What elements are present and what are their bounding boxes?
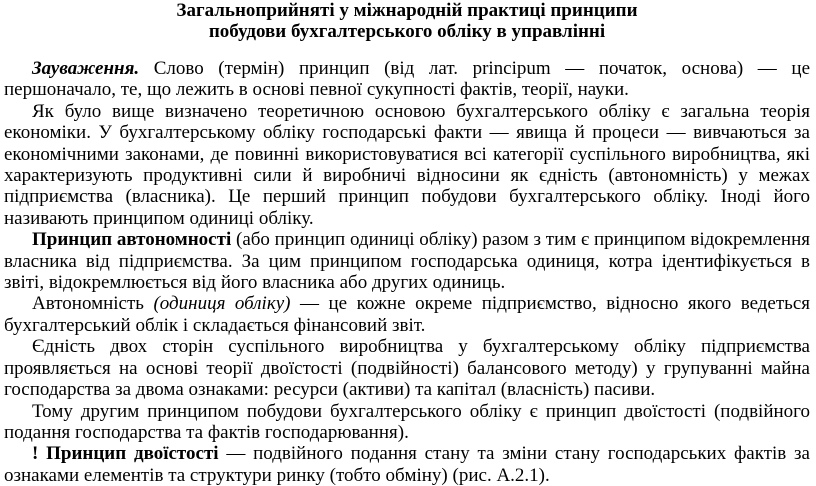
remark-text: Слово (термін) принцип (від лат. principum — початок, основа) — це першоначало, те, що лежить в основі певної сукупності фактів, теорії, науки.: [4, 58, 810, 101]
document-body: [4, 58, 810, 486]
paragraph-remark: [4, 58, 810, 101]
second-principle-text: Тому другим принципом побудови бухгалтерського обліку є принцип двоїстості (подвійного подання господарства та фактів господарювання).: [4, 400, 810, 443]
remark-label: Зауваження.: [32, 58, 140, 79]
autonomy-definition-italic: (одиниця обліку): [153, 293, 291, 315]
paragraph-second-principle: [4, 401, 810, 444]
paragraph-duality-principle: [4, 443, 810, 486]
title-line-2: побудови бухгалтерського обліку в управлінні: [208, 21, 606, 42]
autonomy-principle-text: (або принцип одиниці обліку) разом з тим є принципом відокремлення власника від підприємства. За цим принципом господарська одиниця, котра ідентифікується в звіті, відокремлюється від його власника або других одиниць.: [4, 229, 810, 294]
paragraph-autonomy-principle: [4, 229, 810, 293]
paragraph-unity: [4, 336, 810, 400]
autonomy-principle-label: Принцип автономності: [32, 229, 232, 251]
autonomy-definition-start: Автономність: [32, 293, 154, 315]
title-line-1: Загальноприйняті у міжнародній практиці принципи: [176, 0, 638, 21]
autonomy-definition-text: — це кожне окреме підприємство, відносно якого ведеться бухгалтерський облік і складається фінансовий звіт.: [4, 293, 810, 336]
paragraph-theory: [4, 101, 810, 229]
paragraph-autonomy-definition: [4, 293, 810, 336]
duality-principle-label: ! Принцип двоїстості: [32, 443, 219, 465]
duality-principle-text: — подвійного подання стану та зміни стану господарських фактів за ознаками елементів та структури ринку (тобто обміну) (рис. А.2.1).: [4, 443, 810, 486]
theory-text: Як було вище визначено теоретичною основою бухгалтерського обліку є загальна теорія економіки. У бухгалтерському обліку господарські факти — явища й процеси — вивчаються за економічними законами, де повинні використовуватися всі категорії суспільного виробництва, які характеризують продуктивні сили й виробничі відносини як єдність (автономність) у межах підприємства (власника). Це перший принцип побудови бухгалтерського обліку. Іноді його називають принципом одиниці обліку.: [4, 100, 810, 229]
page-title: [4, 0, 810, 42]
unity-text: Єдність двох сторін суспільного виробництва у бухгалтерському обліку підприємства проявляється на основі теорії двоїстості (подвійності) балансового методу) у групуванні майна господарства за двома ознаками: ресурси (активи) та капітал (власність) пасиви.: [4, 336, 810, 401]
